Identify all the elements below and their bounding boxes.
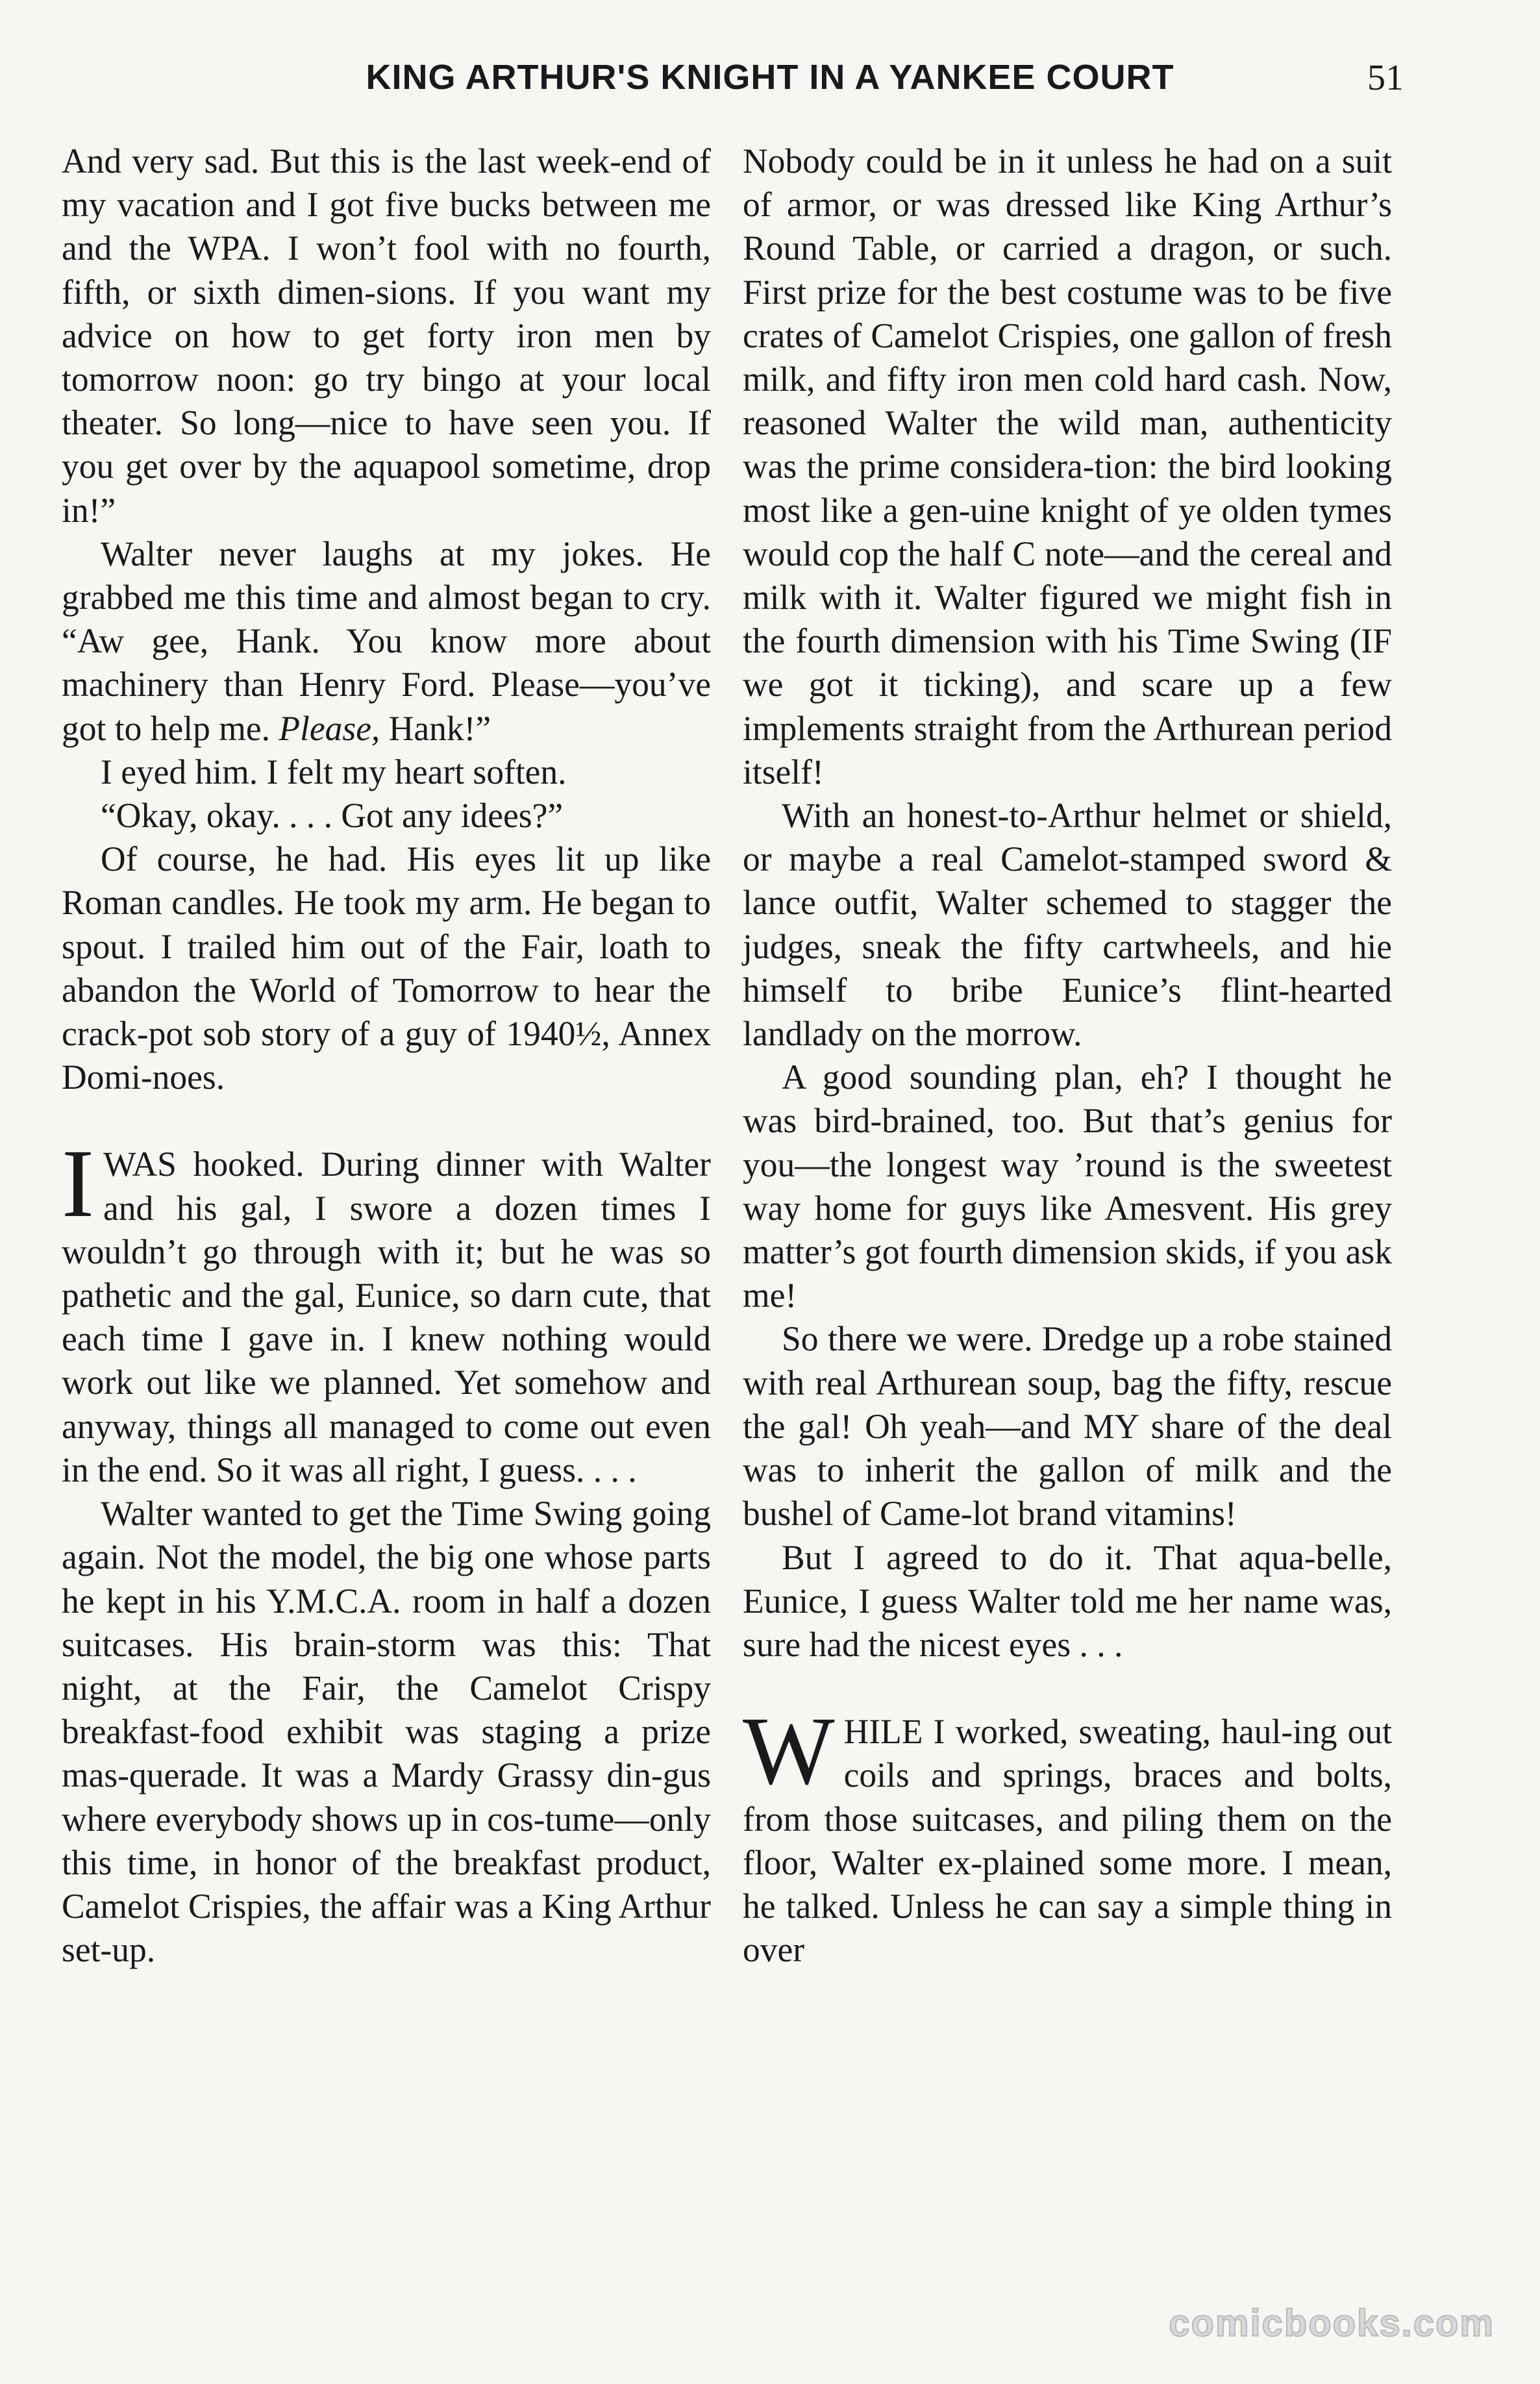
paragraph-text: WAS hooked. During dinner with Walter and his gal, I swore a dozen times I wouldn’t go through with it; but he was so pathetic and the gal, Eunice, so darn cute, that each time I gave in. I knew nothing would work out like we planned. Yet somehow and anyway, things all managed to come out even in the end. So it was all right, I guess. . . . — [62, 1145, 711, 1489]
paragraph: “Okay, okay. . . . Got any idees?” — [101, 796, 564, 836]
paragraph-text: Walter never laughs at my jokes. He grabbed me this time and almost began to cry. “Aw gee, Hank. You know more about machinery than Henry Ford. Please—you’ve got to help me. — [62, 534, 711, 748]
paragraph: I eyed him. I felt my heart soften. — [101, 752, 567, 791]
paragraph: So there we were. Dredge up a robe stained with real Arthurean soup, bag the fifty, rescue the gal! Oh yeah—and MY share of the deal was to inherit the gallon of milk and the bushel of Came-lot brand vitamins! — [743, 1319, 1392, 1533]
section-paragraph — [743, 1697, 1392, 1972]
section-paragraph — [62, 1130, 711, 1492]
watermark-logo: comicbooks.com — [1169, 2302, 1495, 2344]
paragraph: Walter wanted to get the Time Swing going again. Not the model, the big one whose parts he kept in his Y.M.C.A. room in half a dozen suitcases. His brain-storm was this: That night, at the Fair, the Camelot Crispy breakfast-food exhibit was staging a prize mas-querade. It was a Mardy Grassy din-gus where everybody shows up in cos-tume—only this time, in honor of the breakfast product, Camelot Crispies, the affair was a King Arthur set-up. — [62, 1494, 711, 1970]
paragraph: But I agreed to do it. That aqua-belle, Eunice, I guess Walter told me her name was, sure had the nicest eyes . . . — [743, 1537, 1392, 1664]
drop-cap: W — [743, 1697, 835, 1806]
paragraph-text: HILE I worked, sweating, haul-ing out coils and springs, braces and bolts, from those suitcases, and piling them on the floor, Walter ex-plained some more. I mean, he talked. Unless he can say a simple thing in over — [743, 1712, 1392, 1970]
left-column — [62, 140, 711, 1972]
paragraph: And very sad. But this is the last week-end of my vacation and I got five bucks between me and the WPA. I won’t fool with no fourth, fifth, or sixth dimen-sions. If you want my advice on how to get forty iron men by tomorrow noon: go try bingo at your local theater. So long—nice to have seen you. If you get over by the aquapool sometime, drop in!” — [62, 142, 711, 530]
paragraph-text: Hank!” — [388, 708, 491, 748]
right-column — [743, 140, 1392, 1972]
page-number: 51 — [1367, 58, 1404, 98]
paragraph — [62, 532, 711, 751]
paragraph: With an honest-to-Arthur helmet or shield, or maybe a real Camelot-stamped sword & lance outfit, Walter schemed to stagger the judges, sneak the fifty cartwheels, and hie himself to bribe Eunice’s flint-hearted landlady on the morrow. — [743, 796, 1392, 1054]
paragraph: Nobody could be in it unless he had on a suit of armor, or was dressed like King Arthur’s Round Table, or carried a dragon, or such. First prize for the best costume was to be five crates of Camelot Crispies, one gallon of fresh milk, and fifty iron men cold hard cash. Now, reasoned Walter the wild man, authenticity was the prime considera-tion: the bird looking most like a gen-uine knight of ye olden tymes would cop the half C note—and the cereal and milk with it. Walter figured we might fish in the fourth dimension with his Time Swing (IF we got it ticking), and scare up a few implements straight from the Arthurean period itself! — [743, 142, 1392, 791]
running-title: KING ARTHUR'S KNIGHT IN A YANKEE COURT — [366, 58, 1174, 97]
paragraph: A good sounding plan, eh? I thought he was bird-brained, too. But that’s genius for you—the longest way ’round is the sweetest way home for guys like Amesvent. His grey matter’s got fourth dimension skids, if you ask me! — [743, 1058, 1392, 1315]
paragraph: Of course, he had. His eyes lit up like Roman candles. He took my arm. He began to spout. I trailed him out of the Fair, loath to abandon the World of Tomorrow to hear the crack-pot sob story of a guy of 1940½, Annex Domi-noes. — [62, 839, 711, 1097]
drop-cap: I — [62, 1130, 94, 1238]
page-header — [0, 57, 1540, 109]
emphasis-text: Please, — [279, 708, 380, 748]
